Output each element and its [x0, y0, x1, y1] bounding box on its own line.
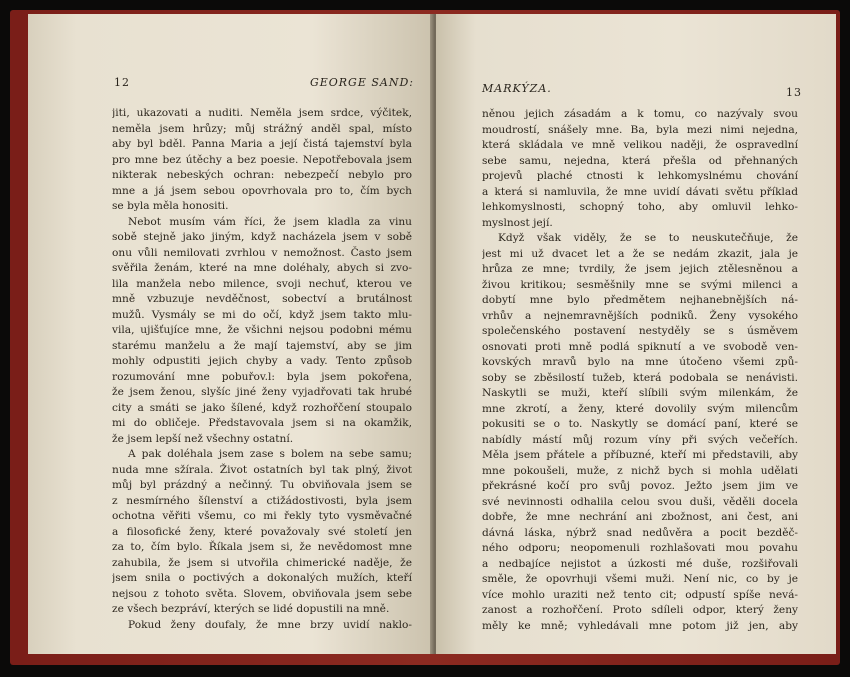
text-line: onu vůli nemilovati zvrhlou v nemožnost. Často jsem: [112, 246, 412, 259]
text-line: pro mne bez útěchy a bez poesie. Nepotřebovala jsem: [112, 153, 412, 166]
right-page: [436, 14, 836, 654]
text-line: mi do obličeje. Představovala jsem si na okamžik,: [112, 417, 412, 429]
text-line: sebe samu, nejedna, která přešla od přehnaných: [482, 154, 798, 167]
text-line: Nebot musím vám říci, že jsem kladla za vinu: [128, 215, 412, 228]
page-number-left: 12: [114, 76, 130, 89]
text-line: a která si namluvila, že mne uvidí dávati světu příklad: [482, 185, 798, 198]
text-line: jsem snila o poctivých a dokonalých mužích, kteří: [112, 572, 412, 584]
text-line: osnovati proti mně podlá spiknutí a ve svobodě ven-: [482, 340, 798, 353]
text-line: překrásné kočí pro svůj povoz. Ježto jsem jim ve: [482, 480, 798, 492]
text-line: sobě stejně jako jiným, když nacházela jsem v sobě: [112, 231, 412, 243]
left-page-body: [112, 106, 412, 633]
text-line: Pokud ženy doufaly, že mne brzy uvidí naklo-: [128, 618, 412, 631]
text-line: starému manželu a že mají tajemství, aby se jim: [112, 339, 412, 352]
text-line: moudrostí, snášely mne. Ba, byla mezi nimi nejedna,: [482, 123, 798, 136]
text-line: že jsem lepší než všechny ostatní.: [112, 432, 294, 445]
text-line: A pak doléhala jsem zase s bolem na sebe samu;: [128, 448, 412, 460]
text-line: jest mi už dvacet let a že se nedám zkazit, jala je: [482, 247, 798, 260]
text-line: zahubila, že jsem si utvořila chimerické naděje, že: [112, 556, 412, 569]
page-number-right: 13: [786, 86, 802, 99]
text-line: za to, čím bylo. Říkala jsem si, že nevědomost mne: [112, 541, 412, 553]
text-line: dobytí mne bylo předmětem nejhanebnějších ná-: [482, 294, 798, 306]
text-line: ného odporu; neopomenuli rozhlašovati mou povahu: [482, 542, 798, 554]
text-line: směle, že opovrhuji všemi muži. Není nic, co by je: [482, 573, 798, 585]
text-line: rozumování mne pobuřov.l: byla jsem pokořena,: [112, 370, 412, 383]
text-line: jiti, ukazovati a nuditi. Neměla jsem srdce, výčitek,: [112, 107, 412, 119]
text-line: mohly odpustiti jejich chyby a vady. Tento způsob: [112, 355, 412, 367]
text-line: mne a já jsem sebou opovrhovala pro to, čím bych: [112, 184, 412, 197]
text-line: kovských mravů bylo na mne útočeno všemi způ-: [482, 356, 798, 368]
text-line: ze všech bezpráví, kterých se lidé dopustili na mně.: [112, 603, 390, 615]
text-line: nejsou z tohoto světa. Slovem, obviňovala jsem sebe: [112, 587, 412, 600]
text-line: která skládala ve mně velikou naději, že ospravedlní: [482, 139, 798, 151]
text-line: neměla jsem hrůzy; můj strážný anděl spal, místo: [112, 122, 412, 135]
text-line: své nevinnosti odhalila celou svou duši, věděli docela: [482, 495, 798, 508]
text-line: projevů plaché ctnosti k lehkomyslnému chování: [482, 170, 798, 182]
text-line: z nesmírného šílenství a ctižádostivosti, byla jsem: [112, 494, 412, 507]
text-line: nabídly mástí můj rozum víny při svých večeřích.: [482, 433, 798, 446]
text-line: pokusiti se o to. Naskytly se domácí paní, které se: [482, 418, 798, 430]
text-line: Když však viděly, že se to neuskutečňuje, že: [498, 232, 798, 244]
text-line: nikterak nebeských ochran: nebezpečí nebylo pro: [112, 169, 412, 181]
text-line: lila manžela nebo milence, svoji nechuť, kterou ve: [112, 277, 412, 290]
text-line: ochotna věřiti všemu, co mi řekly tyto vysměvačné: [112, 510, 412, 522]
text-line: zanost a rozhořčení. Proto sdíleli odpor, který ženy: [482, 604, 798, 616]
text-line: nuda mne sžírala. Život ostatních byl tak plný, život: [112, 463, 412, 476]
right-page-body: [482, 107, 798, 634]
text-line: a filosofické ženy, které považovaly své století jen: [112, 525, 412, 538]
text-line: něnou jejich zásadám a k tomu, co nazývaly svou: [482, 108, 798, 120]
text-line: měly ke mně; vyhledávali mne potom již jen, aby: [482, 619, 798, 632]
text-line: Naskytli se muži, kteří slíbili svým milenkám, že: [482, 387, 798, 399]
text-line: vila, ujišťujíce mne, že všichni nejsou podobni mému: [112, 324, 412, 336]
text-line: hrůza ze mne; tvrdily, že jsem jejich ztělesněnou a: [482, 263, 798, 275]
text-line: soby se zběsilostí tužeb, která podobala se nenávisti.: [482, 371, 798, 384]
text-line: dávná láska, nýbrž snad nedůvěra a pocit bezděč-: [482, 526, 798, 539]
text-line: city a smáti se jako šílené, když rozhořčení stoupalo: [112, 401, 412, 414]
text-line: dobře, že mne nechrání ani zbožnost, ani čest, ani: [482, 511, 798, 523]
text-line: a nedbajíce nejistot a úzkosti mé duše, rozšiřovali: [482, 557, 798, 570]
text-line: můj byl prázdný a nečinný. Tu obviňovala jsem se: [112, 479, 412, 491]
text-line: společenského postavení nestyděly se s úsměvem: [482, 325, 798, 337]
text-line: myslnost její.: [482, 216, 553, 229]
text-line: mne pokoušeli, muže, z nichž bych si mohla udělati: [482, 464, 798, 477]
text-line: svěřila ženám, které na mne doléhaly, abych si zvo-: [112, 262, 412, 274]
text-line: mne zkrotí, a ženy, které dovolily svým milencům: [482, 402, 798, 415]
left-page: [28, 14, 434, 654]
text-line: aby byl bděl. Panna Maria a její čistá tajemství byla: [112, 138, 412, 150]
text-line: lehkomyslnosti, schopný toho, aby omluvil lehko-: [482, 201, 798, 213]
text-line: Měla jsem přátele a příbuzné, kteří mi představili, aby: [482, 449, 798, 461]
left-page-header: [114, 76, 414, 94]
text-line: se byla měla honositi.: [112, 200, 229, 212]
text-line: mužů. Vysmály se mi do očí, když jsem takto mlu-: [112, 308, 412, 321]
text-line: vrhův a nejnemravnějších podniků. Ženy vysokého: [482, 309, 798, 322]
text-line: živou kritikou; sesměšnily mne se svými milenci a: [482, 278, 798, 291]
right-page-header: [482, 82, 802, 100]
running-head-left: GEORGE SAND:: [309, 76, 414, 89]
text-line: mně vzbuzuje nevděčnost, sobectví a brutálnost: [112, 293, 412, 305]
running-head-right: MARKÝZA.: [482, 82, 552, 95]
text-line: že jsem ženou, slyšíc jiné ženy vyjadřovati tak hrubé: [112, 386, 412, 398]
text-line: více mohlo uraziti než tento cit; odpustí spíše nevá-: [482, 588, 798, 601]
